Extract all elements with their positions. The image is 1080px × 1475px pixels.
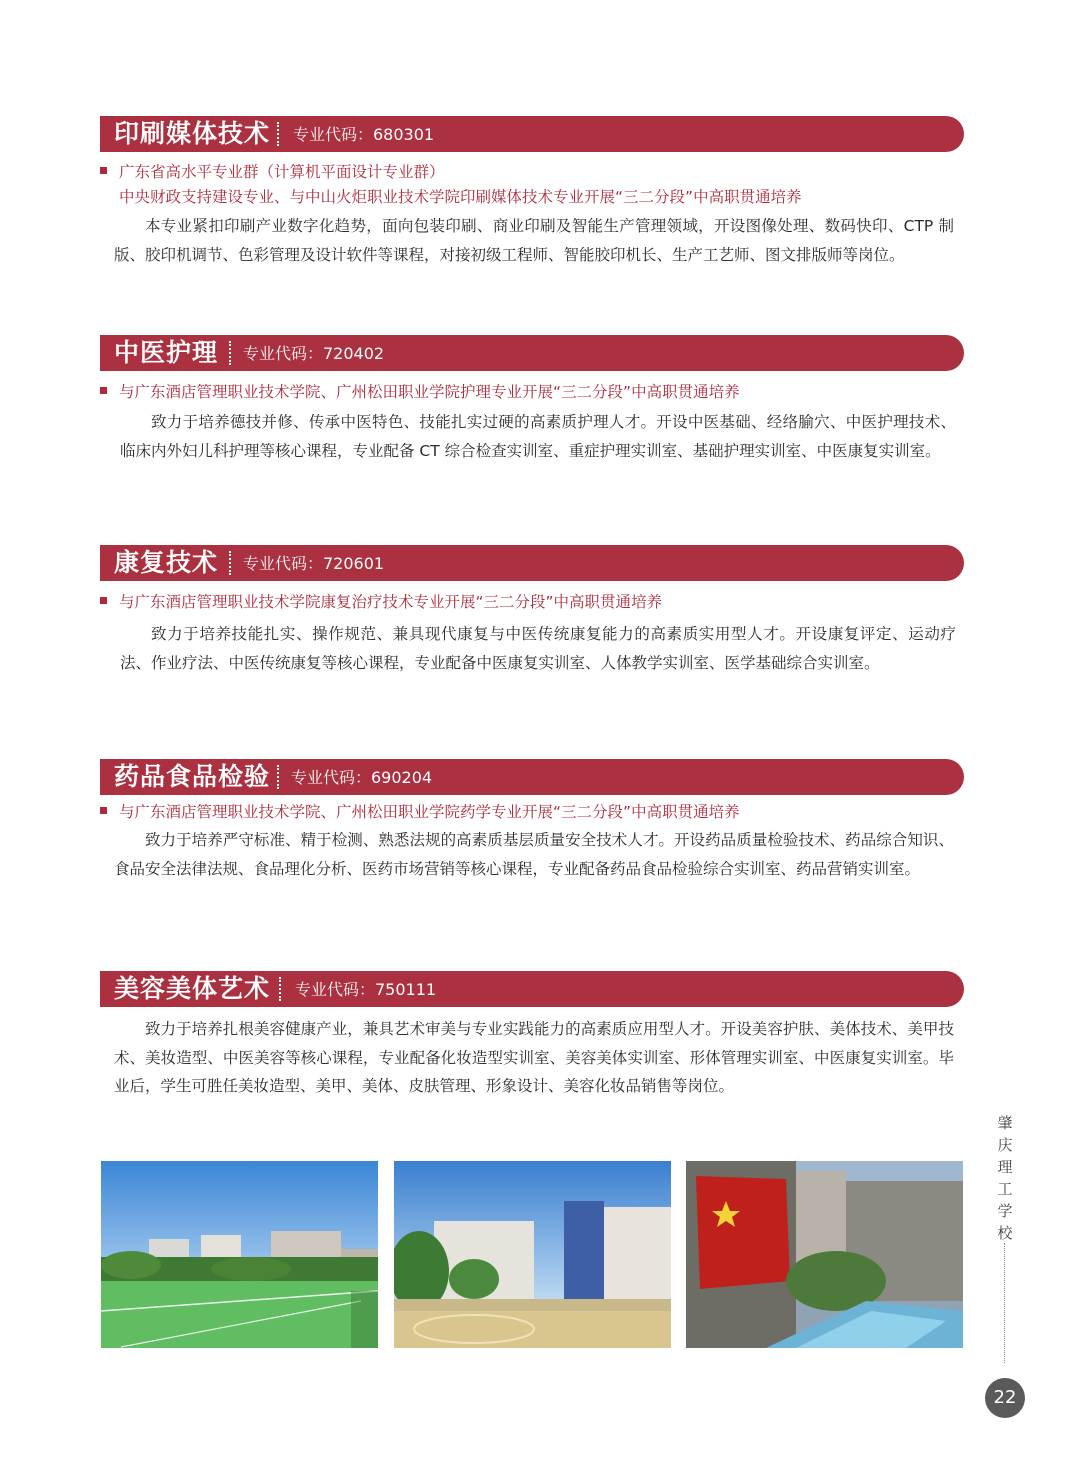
bullet-item: 与广东酒店管理职业技术学院康复治疗技术专业开展“三二分段”中高职贯通培养 [100,590,662,614]
section-title: 康复技术 [114,548,219,577]
school-name-vertical: 肇庆理工学校 [997,1114,1013,1242]
bullet-item: 广东省高水平专业群（计算机平面设计专业群） [100,160,445,184]
bullet-square-icon [100,597,107,604]
campus-photo-court [394,1161,671,1348]
major-code: 专业代码：720601 [243,554,385,573]
sidebar-divider [1004,1243,1005,1363]
bullet-square-icon [100,167,107,174]
bullet-square-icon [100,387,107,394]
section-description: 致力于培养技能扎实、操作规范、兼具现代康复与中医传统康复能力的高素质实用型人才。开设康复评定、运动疗法、作业疗法、中医传统康复等核心课程，专业配备中医康复实训室、人体教学实训室、医学基础综合实训室。 [120,625,956,672]
section-title: 药品食品检验 [114,762,271,791]
bullet-item: 与广东酒店管理职业技术学院、广州松田职业学院护理专业开展“三二分段”中高职贯通培养 [100,380,740,404]
flag-wall-image [686,1161,963,1348]
bullet-square-icon [100,807,107,814]
major-code: 专业代码：690204 [291,768,433,787]
header-separator [229,551,231,575]
bullet-item-continued: 中央财政支持建设专业、与中山火炬职业技术学院印刷媒体技术专业开展“三二分段”中高职贯通培养 [119,188,802,206]
major-code: 专业代码：680301 [293,125,435,144]
section-title: 印刷媒体技术 [114,119,271,148]
major-code: 专业代码：750111 [295,980,437,999]
header-separator [277,122,279,146]
major-code: 专业代码：720402 [243,344,385,363]
section-description: 致力于培养严守标准、精于检测、熟悉法规的高素质基层质量安全技术人才。开设药品质量检验技术、药品综合知识、食品安全法律法规、食品理化分析、医药市场营销等核心课程，专业配备药品食品检验综合实训室、药品营销实训室。 [114,831,954,878]
header-separator [277,765,279,789]
section-description: 本专业紧扣印刷产业数字化趋势，面向包装印刷、商业印刷及智能生产管理领域，开设图像处理、数码快印、CTP 制版、胶印机调节、色彩管理及设计软件等课程，对接初级工程师、智能胶印机长、生产工艺师、图文排版师等岗位。 [114,217,954,264]
section-description: 致力于培养德技并修、传承中医特色、技能扎实过硬的高素质护理人才。开设中医基础、经络腧穴、中医护理技术、临床内外妇儿科护理等核心课程，专业配备 CT 综合检查实训室、重症护理实训室、基础护理实训室、中医康复实训室。 [120,413,956,460]
section-title: 中医护理 [114,338,219,367]
bullet-item: 与广东酒店管理职业技术学院、广州松田职业学院药学专业开展“三二分段”中高职贯通培养 [100,800,740,824]
section-description: 致力于培养扎根美容健康产业，兼具艺术审美与专业实践能力的高素质应用型人才。开设美容护肤、美体技术、美甲技术、美妆造型、中医美容等核心课程，专业配备化妆造型实训室、美容美体实训室、形体管理实训室、中医康复实训室。毕业后，学生可胜任美妆造型、美甲、美体、皮肤管理、形象设计、美容化妆品销售等岗位。 [114,1020,954,1095]
basketball-court-image [394,1161,671,1348]
header-separator [229,341,231,365]
campus-photo-sports-field [101,1161,378,1348]
sports-field-image [101,1161,378,1348]
page-number: 22 [985,1378,1025,1418]
campus-photo-flag-wall [686,1161,963,1348]
section-title: 美容美体艺术 [114,974,271,1003]
header-separator [279,977,281,1001]
